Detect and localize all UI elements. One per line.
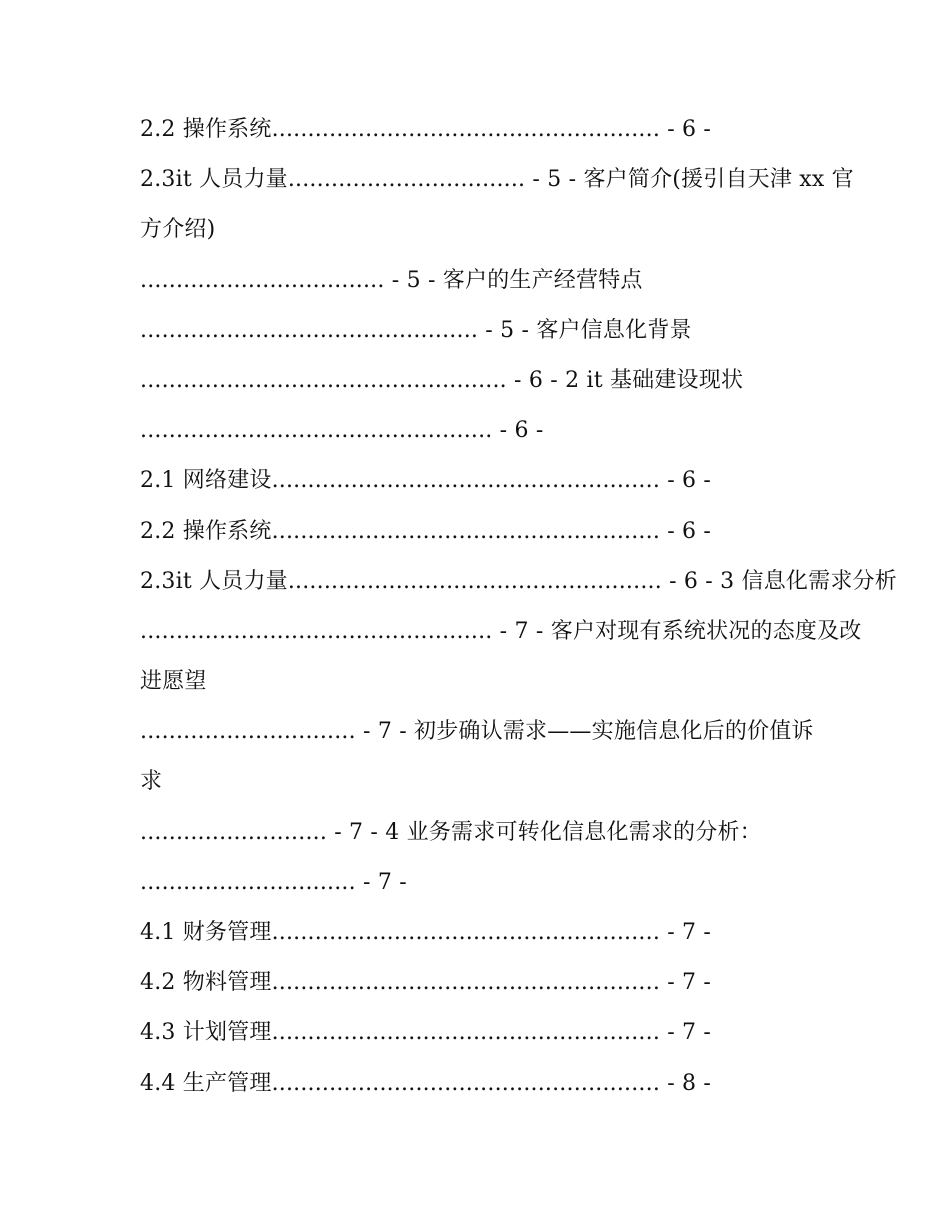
toc-entry: 方介绍) [140, 217, 216, 243]
toc-entry: 2.3it 人员力量.................................................... - 6 - 3 信息化需求分析 [140, 568, 897, 594]
toc-entry: 求 [140, 769, 163, 795]
toc-entry: .......................... - 7 - 4 业务需求可转化信息化需求的分析： [140, 819, 762, 845]
toc-entry: 4.2 物料管理...................................................... - 7 - [140, 970, 712, 996]
toc-entry: .............................. - 7 - [140, 869, 407, 895]
toc-entry: 2.2 操作系统...................................................... - 6 - [140, 117, 712, 142]
table-of-contents [140, 105, 897, 1109]
toc-entry: ................................................. - 7 - 客户对现有系统状况的态度及改 [140, 618, 862, 644]
toc-entry: 4.4 生产管理...................................................... - 8 - [140, 1070, 712, 1096]
toc-entry: .................................. - 5 - 客户的生产经营特点 [140, 267, 643, 293]
toc-entry: 4.1 财务管理...................................................... - 7 - [140, 920, 712, 945]
toc-entry: 2.1 网络建设...................................................... - 6 - [140, 468, 712, 494]
toc-entry: 进愿望 [140, 669, 207, 695]
toc-entry: 2.3it 人员力量................................. - 5 - 客户简介(援引自天津 xx 官 [140, 167, 854, 193]
toc-entry: 4.3 计划管理...................................................... - 7 - [140, 1020, 712, 1046]
toc-entry: ............................................... - 5 - 客户信息化背景 [140, 317, 692, 343]
toc-entry: 2.2 操作系统...................................................... - 6 - [140, 518, 712, 544]
toc-entry: ................................................. - 6 - [140, 418, 544, 444]
toc-entry: ................................................... - 6 - 2 it 基础建设现状 [140, 367, 744, 393]
toc-entry: .............................. - 7 - 初步确认需求——实施信息化后的价值诉 [140, 719, 814, 745]
